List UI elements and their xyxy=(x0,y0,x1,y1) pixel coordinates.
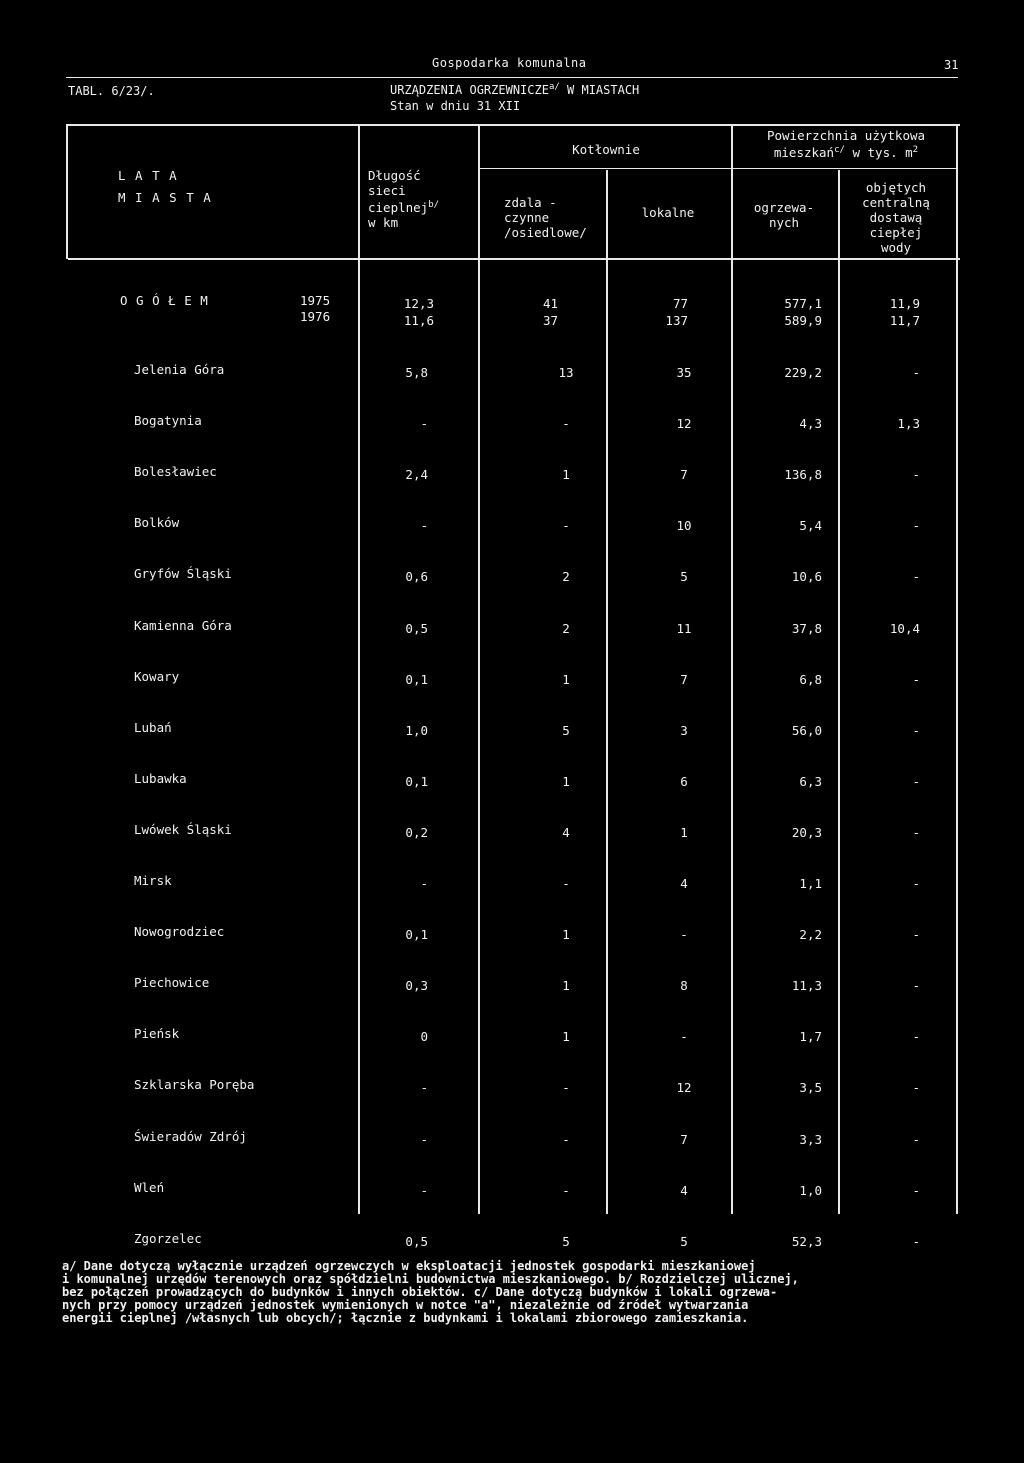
header-powierzchnia-sup: c/ xyxy=(834,145,845,155)
cell-lokalne: 35 xyxy=(676,365,692,380)
cell-zdala: - xyxy=(562,416,570,431)
cell-dlugosc: 0,5 xyxy=(405,621,428,636)
cell-objetych: - xyxy=(912,467,920,482)
cell-dlugosc: - xyxy=(420,518,428,533)
cell-ogrzewanych: 136,8 xyxy=(784,467,822,482)
cell-objetych: - xyxy=(912,774,920,789)
cell-ogrzewanych: 4,3 xyxy=(799,416,822,431)
total-lokalne: 77 xyxy=(672,296,688,311)
cell-objetych: - xyxy=(912,1183,920,1198)
table-title-sup: a/ xyxy=(548,82,560,92)
header-objetych-line4: ciepłej xyxy=(869,225,923,240)
cell-zdala: 1 xyxy=(562,978,570,993)
cell-ogrzewanych: 1,7 xyxy=(799,1029,822,1044)
cell-miasto: Szklarska Poręba xyxy=(134,1077,255,1092)
header-lata xyxy=(118,168,212,205)
footnote-line: energii cieplnej /własnych lub obcych/; łącznie z budynkami i lokalami zbiorowego zamieszkania. xyxy=(62,1311,749,1325)
page-number: 31 xyxy=(944,58,959,72)
cell-objetych: 1,3 xyxy=(897,416,920,431)
cell-dlugosc: 0,5 xyxy=(405,1234,428,1249)
cell-miasto: Bogatynia xyxy=(134,413,202,428)
cell-zdala: 1 xyxy=(562,467,570,482)
header-zdala-line1: zdala - xyxy=(504,195,557,210)
header-dlugosc xyxy=(368,168,439,230)
cell-ogrzewanych: 56,0 xyxy=(791,723,822,738)
cell-ogrzewanych: 37,8 xyxy=(791,621,822,636)
cell-ogrzewanych: 20,3 xyxy=(791,825,822,840)
cell-miasto: Zgorzelec xyxy=(134,1231,202,1246)
total-dlugosc: 12,3 xyxy=(403,296,434,311)
cell-dlugosc: - xyxy=(420,1132,428,1147)
cell-lokalne: 3 xyxy=(680,723,688,738)
header-dlugosc-line2: sieci xyxy=(368,183,406,198)
table-subtitle: Stan w dniu 31 XII xyxy=(390,99,521,113)
cell-zdala: - xyxy=(562,1183,570,1198)
cell-objetych: - xyxy=(912,1132,920,1147)
top-rule xyxy=(66,77,958,78)
section-title: Gospodarka komunalna xyxy=(432,56,587,70)
cell-dlugosc: 5,8 xyxy=(405,365,428,380)
cell-miasto: Lwówek Śląski xyxy=(134,822,232,837)
col-border-right xyxy=(956,124,958,1214)
total-dlugosc: 11,6 xyxy=(403,313,434,328)
cell-dlugosc: 0,2 xyxy=(405,825,428,840)
header-dlugosc-line3: cieplnej xyxy=(368,200,429,216)
cell-dlugosc: 0,1 xyxy=(405,927,428,942)
cell-zdala: 4 xyxy=(562,825,570,840)
cell-zdala: 1 xyxy=(562,927,570,942)
cell-miasto: Wleń xyxy=(134,1180,165,1195)
cell-ogrzewanych: 11,3 xyxy=(791,978,822,993)
table-title xyxy=(390,82,639,97)
cell-objetych: - xyxy=(912,927,920,942)
cell-lokalne: 5 xyxy=(680,1234,688,1249)
col-border-left xyxy=(66,124,68,259)
cell-dlugosc: - xyxy=(420,1183,428,1198)
cell-lokalne: 1 xyxy=(680,825,688,840)
cell-miasto: Kowary xyxy=(134,669,180,684)
cell-lokalne: 6 xyxy=(680,774,688,789)
header-dlugosc-line1: Długość xyxy=(368,168,421,183)
cell-objetych: - xyxy=(912,518,920,533)
kotlownie-divider xyxy=(480,168,958,169)
cell-zdala: 1 xyxy=(562,672,570,687)
total-ogrzewanych: 577,1 xyxy=(784,296,822,311)
total-year: 1976 xyxy=(300,309,331,324)
cell-objetych: - xyxy=(912,876,920,891)
cell-lokalne: 12 xyxy=(676,1080,692,1095)
header-objetych xyxy=(862,180,930,255)
cell-zdala: 2 xyxy=(562,569,570,584)
cell-lokalne: 8 xyxy=(680,978,688,993)
cell-miasto: Świeradów Zdrój xyxy=(134,1129,247,1144)
total-ogrzewanych: 589,9 xyxy=(784,313,822,328)
header-powierzchnia-line1: Powierzchnia użytkowa xyxy=(766,128,926,143)
header-objetych-line1: objętych xyxy=(865,180,927,195)
header-powierzchnia-line2: mieszkań xyxy=(773,145,835,161)
header-zdala xyxy=(504,195,587,240)
header-lata-line2: M I A S T A xyxy=(118,190,212,205)
header-ogrzewanych xyxy=(754,200,814,230)
footnote-line: a/ Dane dotyczą wyłącznie urządzeń ogrzewczych w eksploatacji jednostek gospodarki mieszkaniowej xyxy=(62,1259,756,1273)
col-border-3 xyxy=(606,170,608,1214)
cell-ogrzewanych: 5,4 xyxy=(799,518,822,533)
header-lata-line1: L A T A xyxy=(118,168,178,183)
cell-miasto: Lubań xyxy=(134,720,172,735)
header-lokalne: lokalne xyxy=(641,205,695,220)
header-powierzchnia xyxy=(767,128,925,160)
cell-lokalne: - xyxy=(680,927,688,942)
total-zdala: 37 xyxy=(542,313,558,328)
total-label: O G Ó Ł E M xyxy=(120,293,209,308)
cell-objetych: - xyxy=(912,1234,920,1249)
cell-ogrzewanych: 3,3 xyxy=(799,1132,822,1147)
cell-lokalne: 7 xyxy=(680,467,688,482)
cell-zdala: 1 xyxy=(562,774,570,789)
header-zdala-line2: czynne xyxy=(504,210,550,225)
table-id: TABL. 6/23/. xyxy=(68,84,155,98)
cell-zdala: 5 xyxy=(562,1234,570,1249)
total-year: 1975 xyxy=(300,293,331,308)
cell-miasto: Mirsk xyxy=(134,873,172,888)
cell-ogrzewanych: 2,2 xyxy=(799,927,822,942)
cell-zdala: 5 xyxy=(562,723,570,738)
cell-zdala: - xyxy=(562,1132,570,1147)
header-ogrzewanych-line2: nych xyxy=(768,215,800,230)
header-dlugosc-sup: b/ xyxy=(428,200,440,210)
header-ogrzewanych-line1: ogrzewa- xyxy=(753,200,815,215)
total-zdala: 41 xyxy=(542,296,558,311)
cell-lokalne: 7 xyxy=(680,672,688,687)
cell-ogrzewanych: 6,3 xyxy=(799,774,822,789)
cell-objetych: - xyxy=(912,978,920,993)
cell-lokalne: 11 xyxy=(676,621,692,636)
cell-ogrzewanych: 52,3 xyxy=(791,1234,822,1249)
footnote-line: bez połączeń prowadzących do budynków i innych obiektów. c/ Dane dotyczą budynków i lokali ogrzewa- xyxy=(62,1285,778,1299)
cell-miasto: Pieńsk xyxy=(134,1026,180,1041)
cell-objetych: - xyxy=(912,569,920,584)
footnote-line: nych przy pomocy urządzeń jednostek wymienionych w notce "a", niezależnie od źródeł wytwarzania xyxy=(62,1298,749,1312)
header-kotlownie: Kotłownie xyxy=(572,142,640,157)
cell-zdala: 13 xyxy=(558,365,574,380)
cell-objetych: - xyxy=(912,723,920,738)
header-objetych-line5: wody xyxy=(880,240,912,255)
cell-objetych: 10,4 xyxy=(889,621,920,636)
cell-miasto: Gryfów Śląski xyxy=(134,566,232,581)
cell-miasto: Lubawka xyxy=(134,771,187,786)
cell-ogrzewanych: 1,0 xyxy=(799,1183,822,1198)
col-border-4 xyxy=(731,124,733,1214)
cell-dlugosc: 0,6 xyxy=(405,569,428,584)
cell-ogrzewanych: 10,6 xyxy=(791,569,822,584)
cell-lokalne: 5 xyxy=(680,569,688,584)
cell-miasto: Nowogrodziec xyxy=(134,924,225,939)
total-objetych: 11,7 xyxy=(889,313,920,328)
cell-objetych: - xyxy=(912,365,920,380)
table-title-text: URZĄDZENIA OGRZEWNICZE xyxy=(390,83,549,97)
cell-zdala: - xyxy=(562,518,570,533)
cell-dlugosc: 1,0 xyxy=(405,723,428,738)
cell-zdala: 1 xyxy=(562,1029,570,1044)
cell-zdala: - xyxy=(562,1080,570,1095)
header-objetych-line2: centralną xyxy=(862,195,930,210)
col-border-5 xyxy=(838,170,840,1214)
cell-lokalne: - xyxy=(680,1029,688,1044)
header-zdala-line3: /osiedlowe/ xyxy=(504,225,587,240)
cell-zdala: - xyxy=(562,876,570,891)
cell-ogrzewanych: 229,2 xyxy=(784,365,822,380)
total-objetych: 11,9 xyxy=(889,296,920,311)
cell-miasto: Kamienna Góra xyxy=(134,618,232,633)
footnote-line: i komunalnej urzędów terenowych oraz spółdzielni budownictwa mieszkaniowego. b/ Rozdzielczej ulicznej, xyxy=(62,1272,799,1286)
table-top-border xyxy=(68,124,960,126)
cell-objetych: - xyxy=(912,1029,920,1044)
col-border-2 xyxy=(478,124,480,1214)
col-border-1 xyxy=(358,124,360,1214)
cell-lokalne: 10 xyxy=(676,518,692,533)
cell-ogrzewanych: 1,1 xyxy=(799,876,822,891)
cell-dlugosc: 0,1 xyxy=(405,774,428,789)
cell-objetych: - xyxy=(912,672,920,687)
footnotes xyxy=(62,1260,799,1325)
cell-miasto: Bolesławiec xyxy=(134,464,217,479)
cell-dlugosc: 0,3 xyxy=(405,978,428,993)
cell-miasto: Piechowice xyxy=(134,975,210,990)
cell-dlugosc: 0 xyxy=(420,1029,428,1044)
cell-dlugosc: - xyxy=(420,416,428,431)
cell-dlugosc: 2,4 xyxy=(405,467,428,482)
cell-objetych: - xyxy=(912,1080,920,1095)
header-powierzchnia-unit-sup: 2 xyxy=(912,145,919,155)
header-objetych-line3: dostawą xyxy=(869,210,923,225)
header-bottom-border xyxy=(68,258,960,260)
cell-lokalne: 4 xyxy=(680,1183,688,1198)
cell-dlugosc: 0,1 xyxy=(405,672,428,687)
cell-ogrzewanych: 6,8 xyxy=(799,672,822,687)
cell-ogrzewanych: 3,5 xyxy=(799,1080,822,1095)
cell-dlugosc: - xyxy=(420,1080,428,1095)
cell-dlugosc: - xyxy=(420,876,428,891)
header-powierzchnia-unit: w tys. m xyxy=(844,145,913,161)
cell-lokalne: 12 xyxy=(676,416,692,431)
cell-miasto: Jelenia Góra xyxy=(134,362,225,377)
cell-lokalne: 7 xyxy=(680,1132,688,1147)
cell-miasto: Bolków xyxy=(134,515,180,530)
total-lokalne: 137 xyxy=(665,313,688,328)
cell-lokalne: 4 xyxy=(680,876,688,891)
cell-zdala: 2 xyxy=(562,621,570,636)
table-title-suffix: W MIASTACH xyxy=(559,83,640,97)
cell-objetych: - xyxy=(912,825,920,840)
header-dlugosc-line4: w km xyxy=(368,215,399,231)
